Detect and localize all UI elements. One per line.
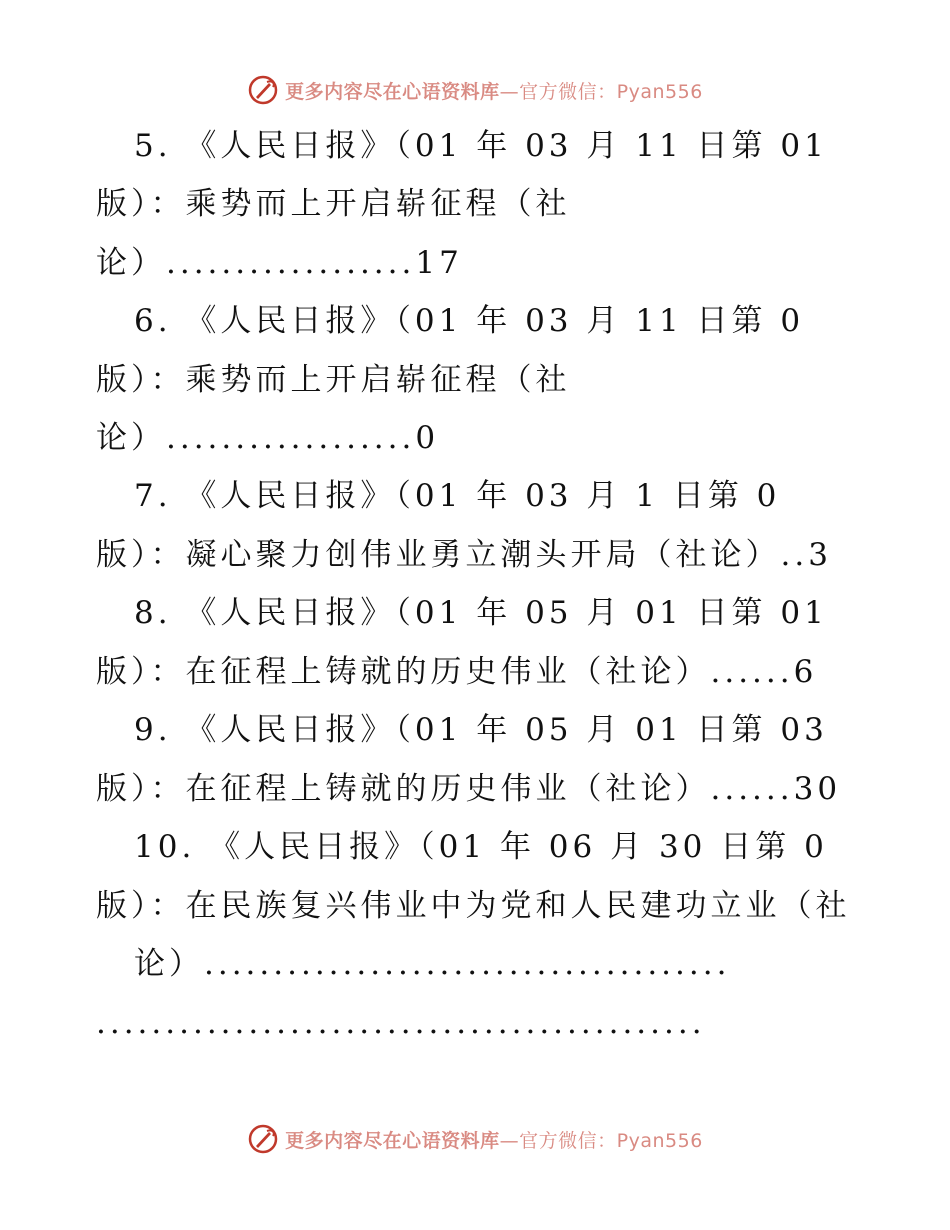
toc-line: 版）：在征程上铸就的历史伟业（社论）......6 xyxy=(96,654,818,690)
toc-line: 10. 《人民日报》（01 年 06 月 30 日第 0 xyxy=(134,829,828,865)
watermark-text xyxy=(285,1126,703,1153)
toc-line: 论）...................................... xyxy=(134,946,731,982)
toc-line: 论）..................0 xyxy=(96,420,440,456)
toc-line: 版）：凝心聚力创伟业勇立潮头开局（社论）..3 xyxy=(96,537,832,573)
quill-logo-icon xyxy=(247,74,279,106)
toc-line: 8. 《人民日报》（01 年 05 月 01 日第 01 xyxy=(134,595,828,631)
header-watermark xyxy=(0,70,950,110)
toc-line: ............................................ xyxy=(96,1005,706,1041)
toc-line: 论）..................17 xyxy=(96,245,463,281)
watermark-contact: —官方微信：Pyan556 xyxy=(499,1129,703,1152)
quill-logo-icon xyxy=(247,1123,279,1155)
toc-line: 5. 《人民日报》（01 年 03 月 11 日第 01 xyxy=(134,128,828,164)
toc-line: 7. 《人民日报》（01 年 03 月 1 日第 0 xyxy=(134,478,781,514)
watermark-brand: 更多内容尽在心语资料库 xyxy=(285,1129,500,1152)
toc-line: 版）：在征程上铸就的历史伟业（社论）......30 xyxy=(96,771,842,807)
toc-line: 版）：在民族复兴伟业中为党和人民建功立业（社 xyxy=(96,888,851,924)
toc-line: 9. 《人民日报》（01 年 05 月 01 日第 03 xyxy=(134,712,828,748)
watermark-contact: —官方微信：Pyan556 xyxy=(499,80,703,103)
footer-watermark xyxy=(0,1119,950,1159)
toc-line: 版）：乘势而上开启崭征程（社 xyxy=(96,186,571,222)
watermark-brand: 更多内容尽在心语资料库 xyxy=(285,80,500,103)
toc-line: 版）：乘势而上开启崭征程（社 xyxy=(96,362,571,398)
watermark-text xyxy=(285,77,703,104)
toc-line: 6. 《人民日报》（01 年 03 月 11 日第 0 xyxy=(134,303,805,339)
